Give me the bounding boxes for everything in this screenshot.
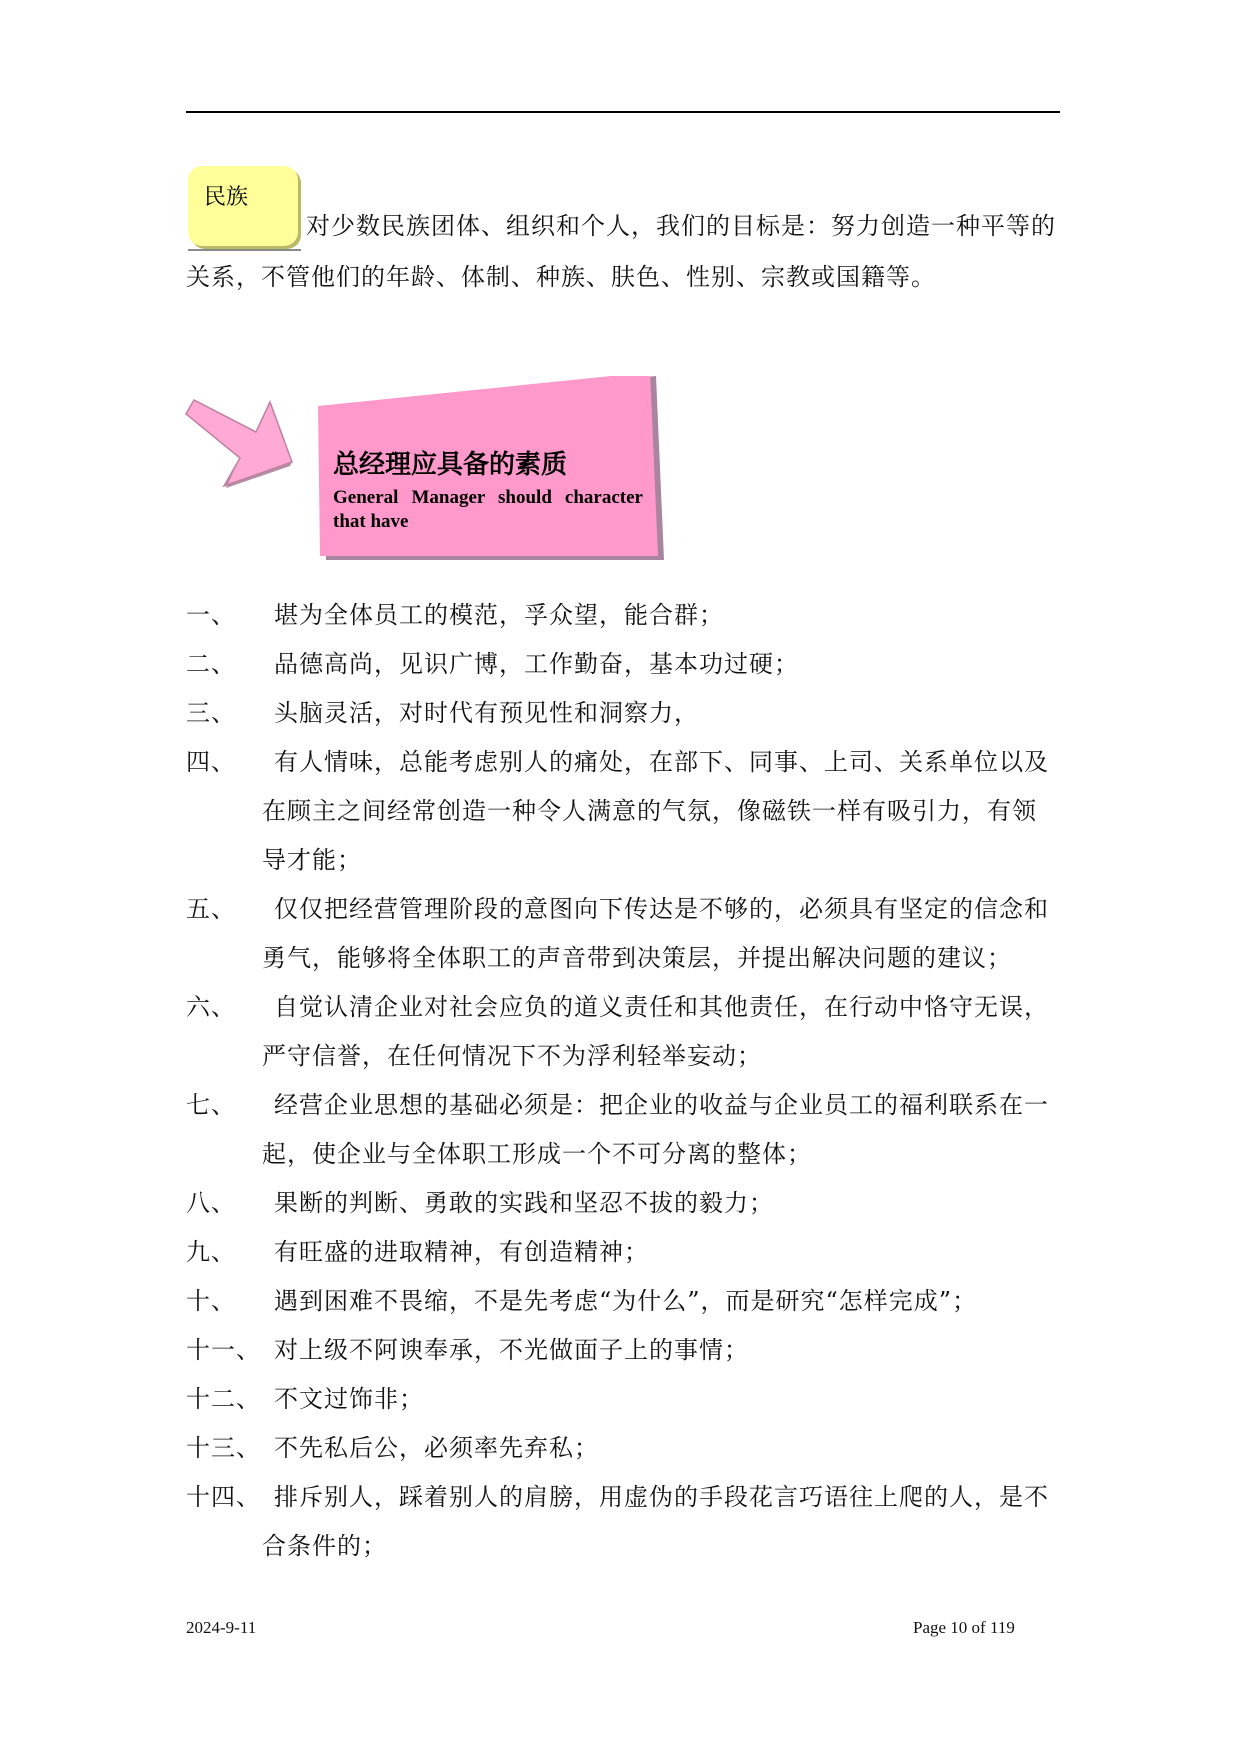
page-number: Page 10 of 119 xyxy=(913,1618,1015,1637)
list-item xyxy=(186,1081,1060,1179)
item-number: 九、 xyxy=(186,1238,236,1266)
item-text: 头脑灵活，对时代有预见性和洞察力， xyxy=(274,699,699,727)
item-number: 四、 xyxy=(186,748,236,776)
item-number: 一、 xyxy=(186,601,236,629)
item-text: 自觉认清企业对社会应负的道义责任和其他责任，在行动中恪守无误，严守信誉，在任何情况下不为浮利轻举妄动； xyxy=(262,993,1049,1070)
item-text: 有旺盛的进取精神，有创造精神； xyxy=(274,1238,649,1266)
item-text: 遇到困难不畏缩，不是先考虑“为什么”，而是研究“怎样完成”； xyxy=(274,1287,978,1315)
item-number: 五、 xyxy=(186,895,236,923)
list-item xyxy=(186,738,1060,885)
item-number: 八、 xyxy=(186,1189,236,1217)
item-text: 有人情味，总能考虑别人的痛处，在部下、同事、上司、关系单位以及在顾主之间经常创造一种令人满意的气氛，像磁铁一样有吸引力，有领导才能； xyxy=(262,748,1049,874)
item-number: 三、 xyxy=(186,699,236,727)
list-item xyxy=(186,1277,1060,1326)
section-title-en: General Manager should character that have xyxy=(333,487,643,532)
item-number: 二、 xyxy=(186,650,236,678)
intro-paragraph: 对少数民族团体、组织和个人，我们的目标是：努力创造一种平等的关系，不管他们的年龄、体制、种族、肤色、性别、宗教或国籍等。 xyxy=(186,212,1056,291)
item-number: 六、 xyxy=(186,993,236,1021)
section-tag-label: 民族 xyxy=(204,185,249,210)
item-text: 堪为全体员工的模范，孚众望，能合群； xyxy=(274,601,724,629)
list-item xyxy=(186,1424,1060,1473)
item-number: 十一、 xyxy=(186,1336,261,1364)
item-number: 十三、 xyxy=(186,1434,261,1462)
item-number: 七、 xyxy=(186,1091,236,1119)
list-item xyxy=(186,885,1060,983)
item-text: 不文过饰非； xyxy=(274,1385,424,1413)
item-number: 十、 xyxy=(186,1287,236,1315)
list-item xyxy=(186,1326,1060,1375)
list-item xyxy=(186,689,1060,738)
item-text: 经营企业思想的基础必须是：把企业的收益与企业员工的福利联系在一起，使企业与全体职工形成一个不可分离的整体； xyxy=(262,1091,1049,1168)
item-text: 对上级不阿谀奉承，不光做面子上的事情； xyxy=(274,1336,749,1364)
list-item xyxy=(186,591,1060,640)
section-heading xyxy=(333,448,643,534)
item-number: 十二、 xyxy=(186,1385,261,1413)
item-text: 排斥别人，踩着别人的肩膀，用虚伪的手段花言巧语往上爬的人，是不合条件的； xyxy=(262,1483,1049,1560)
arrow-icon xyxy=(180,378,300,488)
footer-date: 2024-9-11 xyxy=(186,1618,257,1637)
list-item xyxy=(186,1473,1060,1571)
list-item xyxy=(186,1228,1060,1277)
qualities-list xyxy=(186,591,1060,1571)
item-text: 仅仅把经营管理阶段的意图向下传达是不够的，必须具有坚定的信念和勇气，能够将全体职工的声音带到决策层，并提出解决问题的建议； xyxy=(262,895,1049,972)
list-item xyxy=(186,640,1060,689)
section-title-cn: 总经理应具备的素质 xyxy=(333,450,568,480)
header-rule xyxy=(186,111,1060,113)
list-item xyxy=(186,1375,1060,1424)
item-number: 十四、 xyxy=(186,1483,261,1511)
list-item xyxy=(186,1179,1060,1228)
item-text: 品德高尚，见识广博，工作勤奋，基本功过硬； xyxy=(274,650,799,678)
item-text: 果断的判断、勇敢的实践和坚忍不拔的毅力； xyxy=(274,1189,774,1217)
item-text: 不先私后公，必须率先弃私； xyxy=(274,1434,599,1462)
list-item xyxy=(186,983,1060,1081)
